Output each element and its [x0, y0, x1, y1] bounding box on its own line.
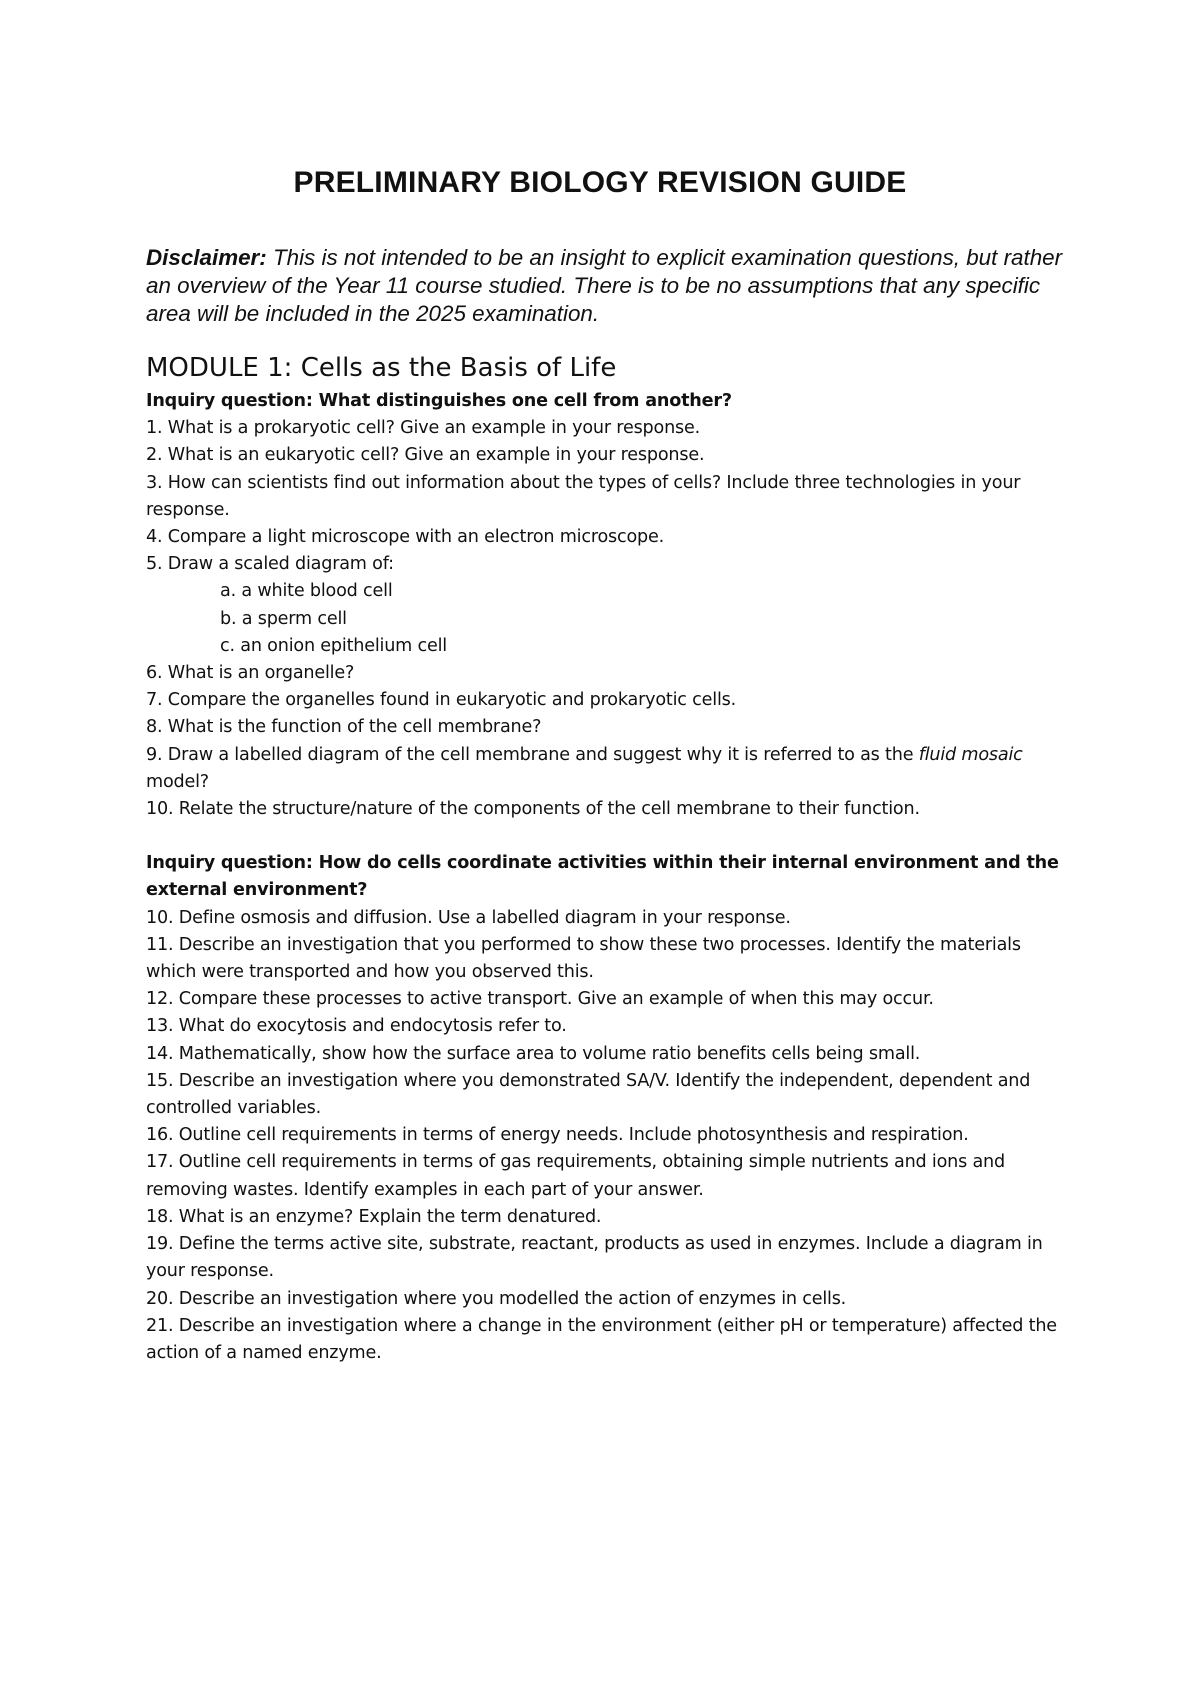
question-item: 10. Define osmosis and diffusion. Use a labelled diagram in your response. [146, 907, 791, 928]
question-item: 14. Mathematically, show how the surface area to volume ratio benefits cells being small. [146, 1043, 921, 1064]
question-item: 2. What is an eukaryotic cell? Give an example in your response. [146, 445, 705, 466]
question-sub-item: b. a sperm cell [220, 608, 347, 629]
question-item: 18. What is an enzyme? Explain the term denatured. [146, 1206, 602, 1227]
question-item: 12. Compare these processes to active transport. Give an example of when this may occur. [146, 989, 934, 1010]
module-content [146, 350, 1066, 1367]
question-item: 7. Compare the organelles found in eukaryotic and prokaryotic cells. [146, 690, 736, 711]
question-item: 5. Draw a scaled diagram of: [146, 554, 394, 575]
question-item: 11. Describe an investigation that you performed to show these two processes. Identify the materials which were transported and how you observed this. [146, 934, 1021, 983]
inquiry-question-2: Inquiry question: How do cells coordinate activities within their internal environment and the external environment? [146, 853, 1059, 901]
question-sub-item: a. a white blood cell [220, 581, 393, 602]
question-item: 4. Compare a light microscope with an electron microscope. [146, 527, 665, 548]
question-item: 16. Outline cell requirements in terms of energy needs. Include photosynthesis and respiration. [146, 1125, 969, 1146]
question-item: 15. Describe an investigation where you demonstrated SA/V. Identify the independent, dependent and controlled variables. [146, 1070, 1031, 1119]
inquiry-question-1: Inquiry question: What distinguishes one cell from another? [146, 391, 732, 411]
question-item-9-end: model? [146, 771, 209, 792]
fluid-mosaic-term: fluid mosaic [918, 744, 1023, 765]
question-item: 10. Relate the structure/nature of the components of the cell membrane to their function. [146, 799, 920, 820]
question-item: 6. What is an organelle? [146, 663, 355, 684]
question-sub-item: c. an onion epithelium cell [220, 635, 447, 656]
module-heading: MODULE 1: Cells as the Basis of Life [146, 353, 617, 383]
question-item: 13. What do exocytosis and endocytosis refer to. [146, 1016, 567, 1037]
question-item: 1. What is a prokaryotic cell? Give an example in your response. [146, 418, 701, 439]
question-item: 17. Outline cell requirements in terms of gas requirements, obtaining simple nutrients and ions and removing wastes. Identify examples in each part of your answer. [146, 1152, 1005, 1200]
disclaimer-paragraph [146, 244, 1066, 328]
section-spacer [146, 823, 1066, 850]
disclaimer-label: Disclaimer: [146, 245, 267, 270]
question-item: 20. Describe an investigation where you modelled the action of enzymes in cells. [146, 1288, 847, 1309]
question-item-9 [146, 742, 1066, 796]
disclaimer-text: This is not intended to be an insight to explicit examination questions, but rather an overview of the Year 11 course studied. There is to be no assumptions that any specific area will be included in the 2025 examination. [146, 245, 1063, 326]
document-title: PRELIMINARY BIOLOGY REVISION GUIDE [293, 166, 907, 199]
question-item: 19. Define the terms active site, substrate, reactant, products as used in enzymes. Include a diagram in your response. [146, 1234, 1043, 1282]
question-item: 8. What is the function of the cell membrane? [146, 717, 542, 738]
question-item: 21. Describe an investigation where a change in the environment (either pH or temperature) affected the action of a named enzyme. [146, 1315, 1057, 1363]
question-item: 3. How can scientists find out information about the types of cells? Include three technologies in your response. [146, 472, 1021, 520]
question-item-9-text: 9. Draw a labelled diagram of the cell membrane and suggest why it is referred to as the [146, 744, 919, 765]
